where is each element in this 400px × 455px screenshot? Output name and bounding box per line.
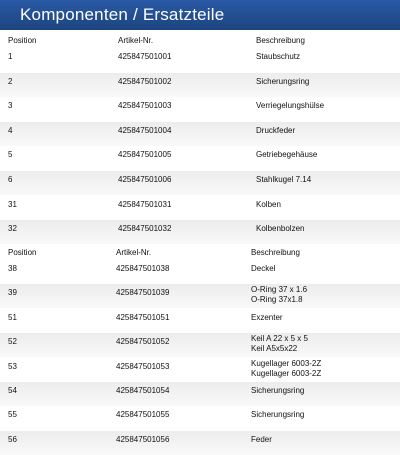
description-cell: Verriegelungshülse xyxy=(256,101,325,111)
article-number-cell: 425847501039 xyxy=(116,288,170,298)
table-row xyxy=(0,73,400,97)
position-cell: 53 xyxy=(8,361,17,371)
table-row xyxy=(0,196,400,220)
table-row xyxy=(0,171,400,195)
description-cell: Kugellager 6003-2Z Kugellager 6003-2Z xyxy=(251,358,322,378)
article-number-cell: 425847501005 xyxy=(118,150,172,160)
column-position-header: Position xyxy=(8,248,37,257)
article-number-cell: 425847501003 xyxy=(118,101,172,111)
description-cell: Deckel xyxy=(251,264,276,273)
article-number-cell: 425847501001 xyxy=(118,52,172,61)
description-cell: Sicherungsring xyxy=(256,76,310,86)
table-row xyxy=(0,406,400,430)
description-cell: Keil A 22 x 5 x 5 Keil A5x5x22 xyxy=(251,334,308,354)
article-number-cell: 425847501053 xyxy=(116,361,170,371)
position-cell: 52 xyxy=(8,337,17,347)
description-cell: Staubschutz xyxy=(256,52,301,61)
position-cell: 39 xyxy=(8,288,17,298)
position-cell: 3 xyxy=(8,101,13,111)
article-number-cell: 425847501038 xyxy=(116,264,170,273)
article-number-cell: 425847501056 xyxy=(116,434,170,444)
column-article-number-header: Artikel-Nr. xyxy=(116,248,152,257)
article-number-cell: 425847501054 xyxy=(116,386,170,395)
description-cell: Stahlkugel 7.14 xyxy=(256,175,312,184)
position-cell: 31 xyxy=(8,199,17,209)
description-cell: Kolben xyxy=(256,199,281,209)
description-cell: Druckfeder xyxy=(256,125,296,135)
article-number-cell: 425847501006 xyxy=(118,175,172,184)
table-header xyxy=(0,244,400,258)
description-cell: Kolbenbolzen xyxy=(256,224,305,234)
table-row xyxy=(0,97,400,121)
position-cell: 2 xyxy=(8,76,13,86)
article-number-cell: 425847501052 xyxy=(116,337,170,347)
description-cell: Feder xyxy=(251,434,272,444)
description-cell: Getriebegehäuse xyxy=(256,150,318,160)
column-description-header: Beschreibung xyxy=(256,36,305,45)
position-cell: 54 xyxy=(8,386,17,395)
table-row xyxy=(0,382,400,406)
position-cell: 6 xyxy=(8,175,13,184)
position-cell: 51 xyxy=(8,312,17,322)
article-number-cell: 425847501002 xyxy=(118,76,172,86)
table-header xyxy=(0,34,400,48)
position-cell: 38 xyxy=(8,264,17,273)
description-cell: Sicherungsring xyxy=(251,410,305,420)
column-article-number-header: Artikel-Nr. xyxy=(118,36,154,45)
position-cell: 5 xyxy=(8,150,13,160)
description-cell: Sicherungsring xyxy=(251,386,305,395)
description-cell: O-Ring 37 x 1.6 O-Ring 37x1.8 xyxy=(251,285,308,305)
article-number-cell: 425847501032 xyxy=(118,224,172,234)
position-cell: 32 xyxy=(8,224,17,234)
column-position-header: Position xyxy=(8,36,37,45)
page-title: Komponenten / Ersatzteile xyxy=(0,0,400,30)
position-cell: 4 xyxy=(8,125,13,135)
column-description-header: Beschreibung xyxy=(251,248,300,257)
position-cell: 1 xyxy=(8,52,13,61)
article-number-cell: 425847501031 xyxy=(118,199,172,209)
table-row xyxy=(0,284,400,308)
position-cell: 55 xyxy=(8,410,17,420)
table-row xyxy=(0,431,400,455)
table-row xyxy=(0,146,400,170)
article-number-cell: 425847501051 xyxy=(116,312,170,322)
table-row xyxy=(0,122,400,146)
description-cell: Exzenter xyxy=(251,312,283,322)
table-row xyxy=(0,260,400,284)
table-row xyxy=(0,220,400,244)
article-number-cell: 425847501055 xyxy=(116,410,170,420)
table-row xyxy=(0,358,400,382)
table-row xyxy=(0,309,400,333)
position-cell: 56 xyxy=(8,434,17,444)
table-row xyxy=(0,48,400,72)
article-number-cell: 425847501004 xyxy=(118,125,172,135)
table-row xyxy=(0,333,400,357)
